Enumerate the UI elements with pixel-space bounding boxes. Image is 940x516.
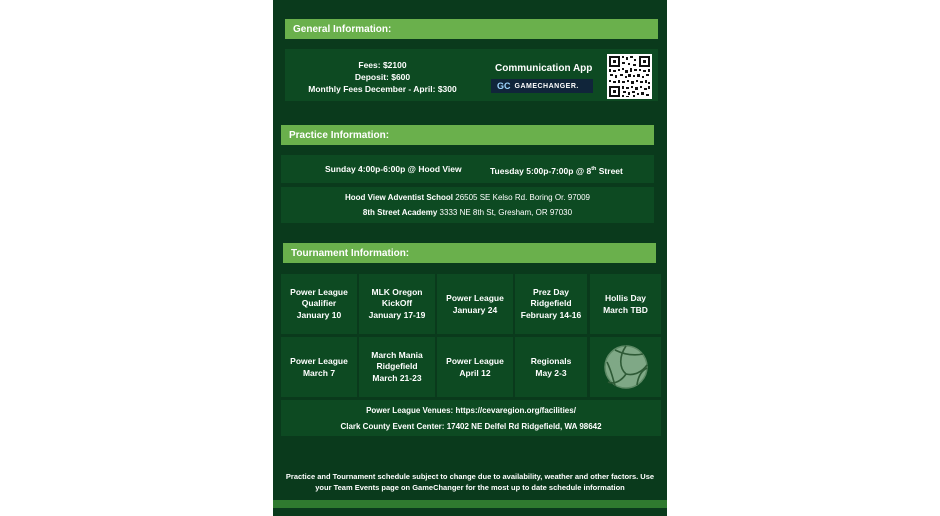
event-card — [515, 337, 587, 397]
location-hood-view-name: Hood View Adventist School — [345, 193, 454, 202]
event-date: May 2-3 — [535, 367, 567, 378]
event-name: Hollis Day — [604, 292, 647, 303]
clark-county-label: Clark County Event Center: — [340, 421, 445, 431]
event-card — [437, 274, 513, 334]
bottom-bar — [273, 500, 667, 508]
event-date: January 10 — [296, 310, 342, 320]
practice-tuesday — [490, 164, 623, 177]
practice-locations-card — [281, 187, 654, 223]
practice-tuesday-sup: th — [591, 166, 597, 172]
general-info-header: General Information: — [285, 19, 658, 39]
event-name: Prez Day Ridgefield — [530, 287, 572, 308]
event-date: March TBD — [603, 304, 648, 315]
venues-card — [281, 400, 661, 436]
volleyball-icon — [603, 344, 649, 390]
clark-county-address: 17402 NE Delfel Rd Ridgefield, WA 98642 — [444, 421, 602, 431]
event-date: March 21-23 — [372, 373, 422, 383]
practice-info-header: Practice Information: — [281, 125, 654, 145]
location-hood-view-address: 26505 SE Kelso Rd. Boring Or. 97009 — [453, 193, 590, 202]
event-card — [281, 337, 357, 397]
event-name: Power League — [446, 355, 504, 366]
location-8th-street — [363, 207, 572, 218]
power-league-venues — [366, 405, 576, 416]
tournament-info-header: Tournament Information: — [283, 243, 656, 263]
practice-tuesday-suffix: Street — [596, 165, 623, 176]
event-name: Power League Qualifier — [290, 287, 348, 308]
event-name: MLK Oregon KickOff — [371, 287, 423, 308]
event-name: March Mania Ridgefield — [371, 350, 423, 371]
event-date: January 24 — [452, 304, 498, 315]
gamechanger-logo-mark: GC — [497, 81, 511, 91]
gamechanger-logo — [491, 79, 593, 93]
schedule-disclaimer: Practice and Tournament schedule subject to change due to availability, weather and other factors. Use your Team Events page on GameChanger for the most up to date schedule information — [285, 472, 655, 492]
practice-times-card — [281, 155, 654, 183]
communication-app-title: Communication App — [495, 63, 593, 74]
flyer — [273, 0, 667, 516]
venues-label: Power League Venues: — [366, 405, 454, 415]
event-name: Regionals — [530, 355, 572, 366]
practice-tuesday-text: Tuesday 5:00p-7:00p @ 8 — [490, 165, 592, 176]
event-card — [281, 274, 357, 334]
event-card — [590, 274, 661, 334]
deposit-line: Deposit: $600 — [354, 72, 411, 82]
location-8th-street-name: 8th Street Academy — [362, 208, 438, 217]
event-card — [359, 274, 435, 334]
event-card — [359, 337, 435, 397]
event-card — [437, 337, 513, 397]
monthly-fees-line: Monthly Fees December - April: $300 — [308, 84, 457, 94]
fees-block — [295, 58, 470, 96]
event-name: Power League — [290, 355, 348, 366]
qr-code-icon[interactable] — [607, 54, 652, 99]
location-hood-view — [345, 192, 590, 203]
event-date: March 7 — [302, 367, 336, 378]
fees-line: Fees: $2100 — [358, 60, 407, 70]
event-date: February 14-16 — [520, 310, 582, 320]
event-date: January 17-19 — [368, 310, 426, 320]
venues-link[interactable]: https://cevaregion.org/facilities/ — [453, 405, 576, 415]
location-8th-street-address: 3333 NE 8th St, Gresham, OR 97030 — [437, 208, 573, 217]
clark-county-venue — [340, 421, 601, 432]
volleyball-card — [590, 337, 661, 397]
practice-sunday: Sunday 4:00p-6:00p @ Hood View — [325, 164, 462, 174]
event-card — [515, 274, 587, 334]
event-date: April 12 — [459, 367, 491, 378]
gamechanger-logo-text: GAMECHANGER. — [514, 82, 579, 90]
event-name: Power League — [446, 292, 504, 303]
